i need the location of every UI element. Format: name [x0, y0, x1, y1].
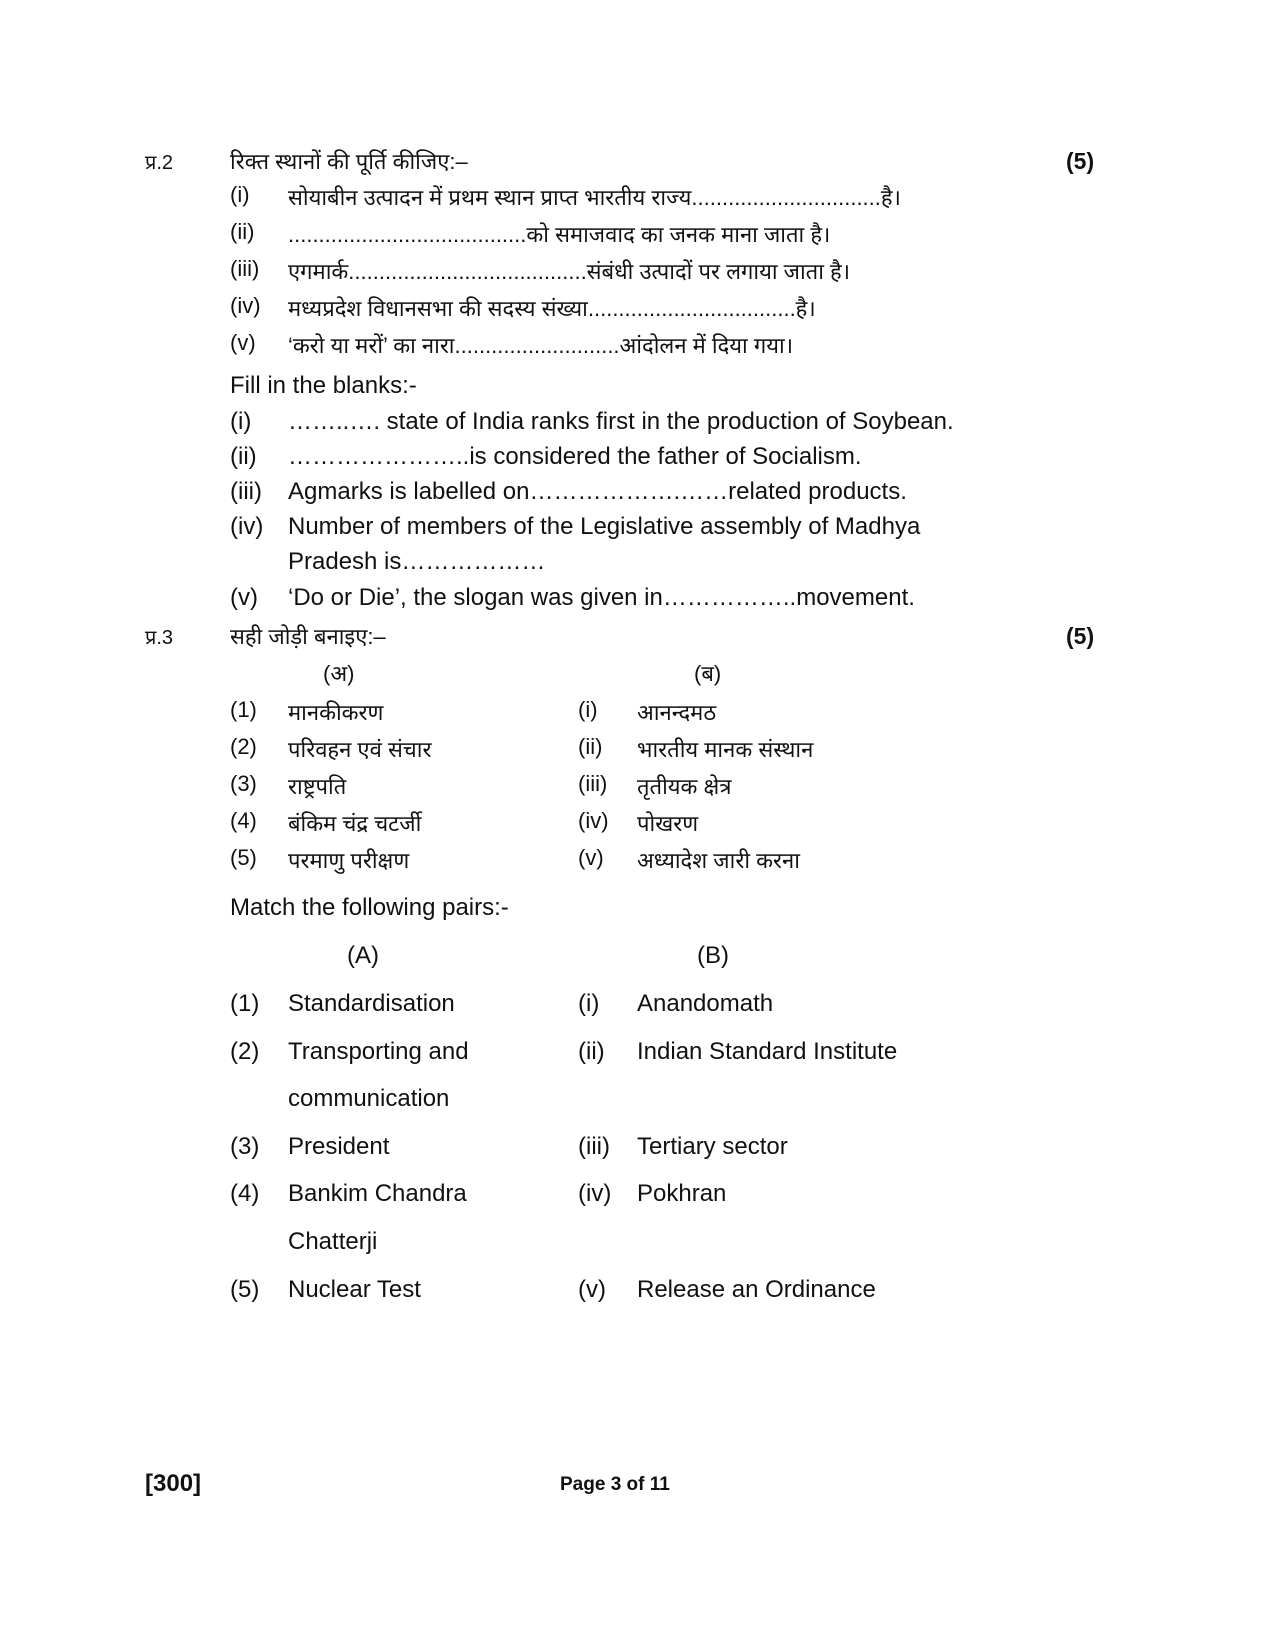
q3-hi-a-num: (4) [230, 808, 257, 833]
q3-hi-b-text: पोखरण [637, 811, 699, 836]
page-number: Page 3 of 11 [560, 1474, 670, 1495]
q3-en-a-num: (2) [230, 1038, 260, 1065]
q3-hi-b-num: (iv) [578, 808, 609, 833]
q3-en-b-text: Tertiary sector [637, 1133, 788, 1160]
q2-en-item-num: (i) [230, 408, 252, 435]
q2-en-item-num: (iv) [230, 513, 264, 540]
q3-hi-a-text: मानकीकरण [288, 700, 384, 725]
q3-en-b-text: Indian Standard Institute [637, 1038, 898, 1065]
q3-hi-a-num: (1) [230, 697, 257, 722]
q2-en-item-text-continued: Pradesh is……………… [288, 548, 546, 575]
q3-hi-a-num: (5) [230, 845, 257, 870]
q3-hi-a-text: बंकिम चंद्र चटर्जी [288, 811, 422, 836]
q2-en-item-text: Number of members of the Legislative assembly of Madhya [288, 513, 921, 540]
q3-hi-b-num: (iii) [578, 771, 608, 796]
q3-en-b-num: (v) [578, 1276, 606, 1303]
q3-en-b-num: (iv) [578, 1180, 612, 1207]
q2-hi-item-text: मध्यप्रदेश विधानसभा की सदस्य संख्या..................................है। [288, 296, 816, 321]
q2-en-item-text: …………………..is considered the father of Socialism. [288, 443, 862, 470]
q2-hi-item-num: (i) [230, 182, 250, 207]
q2-hindi-instruction: रिक्त स्थानों की पूर्ति कीजिए:– [230, 149, 468, 174]
q3-marks: (5) [1066, 623, 1095, 649]
q2-en-item-text: Agmarks is labelled on……………….……related products. [288, 478, 907, 505]
q2-en-item-num: (ii) [230, 443, 257, 470]
q3-hi-a-text: परिवहन एवं संचार [288, 737, 432, 762]
q3-hi-b-text: तृतीयक क्षेत्र [637, 774, 732, 799]
paper-code: [300] [145, 1470, 202, 1497]
q3-en-a-num: (4) [230, 1180, 260, 1207]
q3-en-column-a-heading: (A) [347, 942, 379, 969]
q3-hi-b-num: (v) [578, 845, 604, 870]
q3-hi-a-text: राष्ट्रपति [288, 774, 347, 799]
q3-hi-a-num: (3) [230, 771, 257, 796]
q3-english-instruction: Match the following pairs:- [230, 894, 509, 921]
q3-en-a-text: Nuclear Test [288, 1276, 421, 1303]
q2-marks: (5) [1066, 148, 1095, 174]
q3-en-a-num: (5) [230, 1276, 260, 1303]
q3-en-a-num: (3) [230, 1133, 260, 1160]
q3-hindi-instruction: सही जोड़ी बनाइए:– [230, 624, 386, 649]
q2-hi-item-num: (iv) [230, 293, 261, 318]
q3-en-a-text: Bankim Chandra [288, 1180, 467, 1207]
q3-en-a-text-continued: Chatterji [288, 1228, 378, 1255]
q2-hi-item-text: .......................................को समाजवाद का जनक माना जाता है। [288, 222, 831, 247]
q3-hi-b-num: (ii) [578, 734, 603, 759]
q3-en-a-text: Standardisation [288, 990, 455, 1017]
q3-hi-a-text: परमाणु परीक्षण [288, 848, 410, 873]
q3-en-b-text: Release an Ordinance [637, 1276, 876, 1303]
q2-en-item-text: ……..…. state of India ranks first in the production of Soybean. [288, 408, 954, 435]
q3-number: प्र.3 [145, 627, 174, 649]
q2-english-instruction: Fill in the blanks:- [230, 372, 417, 399]
q3-hi-b-num: (i) [578, 697, 598, 722]
q2-hi-item-text: एगमार्क.......................................संबंधी उत्पादों पर लगाया जाता है। [288, 259, 851, 284]
q3-hi-b-text: अध्यादेश जारी करना [637, 848, 800, 873]
q3-en-a-text: President [288, 1133, 390, 1160]
q3-hi-column-b-heading: (ब) [694, 661, 722, 686]
q3-hi-b-text: आनन्दमठ [637, 700, 717, 725]
q2-hi-item-text: ‘करो या मरों’ का नारा...........................आंदोलन में दिया गया। [288, 333, 794, 358]
q3-en-b-text: Pokhran [637, 1180, 727, 1207]
q3-en-b-text: Anandomath [637, 990, 774, 1017]
q3-en-b-num: (i) [578, 990, 600, 1017]
q3-en-column-b-heading: (B) [697, 942, 729, 969]
q3-hi-column-a-heading: (अ) [323, 661, 355, 686]
q2-hi-item-text: सोयाबीन उत्पादन में प्रथम स्थान प्राप्त भारतीय राज्य...............................है। [288, 185, 901, 210]
q2-hi-item-num: (iii) [230, 256, 260, 281]
q3-en-a-text: Transporting and [288, 1038, 469, 1065]
q3-en-b-num: (ii) [578, 1038, 605, 1065]
q3-hi-a-num: (2) [230, 734, 257, 759]
q2-en-item-num: (iii) [230, 478, 262, 505]
q2-en-item-text: ‘Do or Die’, the slogan was given in……………..movement. [288, 584, 915, 611]
q2-number: प्र.2 [145, 152, 174, 174]
q2-en-item-num: (v) [230, 584, 258, 611]
q2-hi-item-num: (v) [230, 330, 256, 355]
q3-en-a-num: (1) [230, 990, 260, 1017]
q3-en-a-text-continued: communication [288, 1085, 450, 1112]
q2-hi-item-num: (ii) [230, 219, 255, 244]
q3-en-b-num: (iii) [578, 1133, 610, 1160]
q3-hi-b-text: भारतीय मानक संस्थान [637, 737, 814, 762]
